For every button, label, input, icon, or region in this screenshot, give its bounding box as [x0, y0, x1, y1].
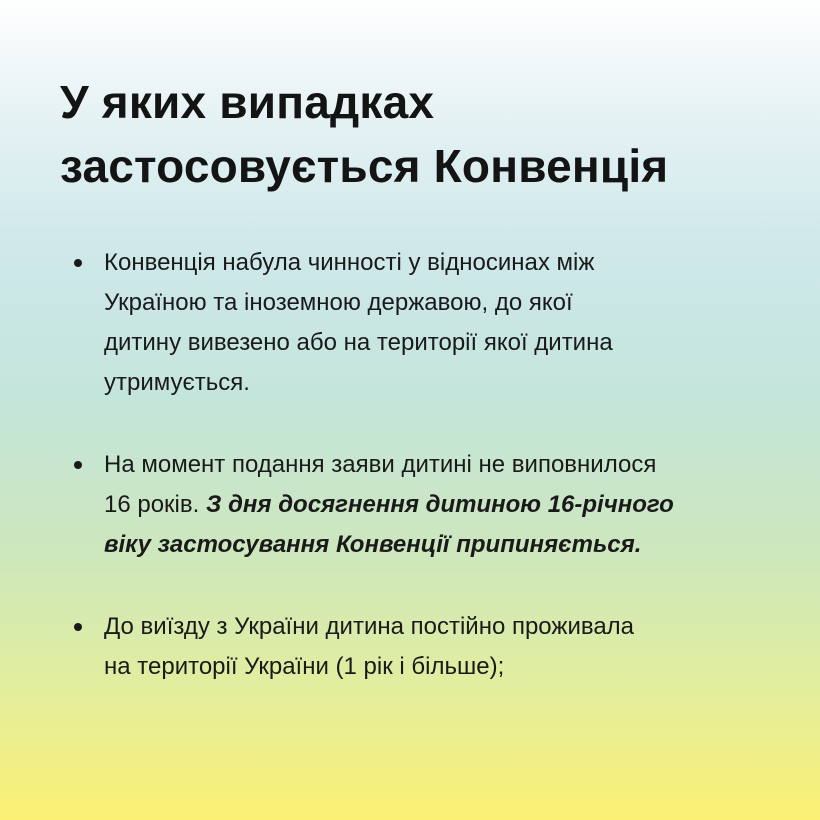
- text-line: дитину вивезено або на території якої дитина: [104, 329, 613, 356]
- bullet-dot-icon: [74, 259, 82, 267]
- title-line-1: У яких випадках: [60, 76, 435, 128]
- bullet-dot-icon: [74, 461, 82, 469]
- emphasis-text-line: віку застосування Конвенції припиняється.: [104, 531, 642, 558]
- list-item-age-limit: [74, 445, 774, 565]
- page-title: [60, 70, 780, 198]
- text-line: До виїзду з України дитина постійно проживала: [104, 613, 635, 640]
- emphasis-text: З дня досягнення дитиною 16-річного: [205, 491, 674, 518]
- text-line: Україною та іноземною державою, до якої: [104, 289, 573, 316]
- text-line: утримується.: [104, 369, 250, 396]
- plain-text: 16 років.: [104, 491, 206, 518]
- title-line-2: застосовується Конвенція: [60, 140, 669, 192]
- text-line: Конвенція набула чинності у відносинах між: [104, 249, 595, 276]
- text-line-mixed: [104, 485, 774, 525]
- list-item-convention-in-force: [74, 243, 774, 403]
- text-line: на території України (1 рік і більше);: [104, 653, 505, 680]
- text-line: На момент подання заяви дитині не виповнилося: [104, 451, 657, 478]
- bullet-dot-icon: [74, 623, 82, 631]
- list-item-residence: [74, 607, 774, 687]
- conditions-list: [74, 243, 774, 687]
